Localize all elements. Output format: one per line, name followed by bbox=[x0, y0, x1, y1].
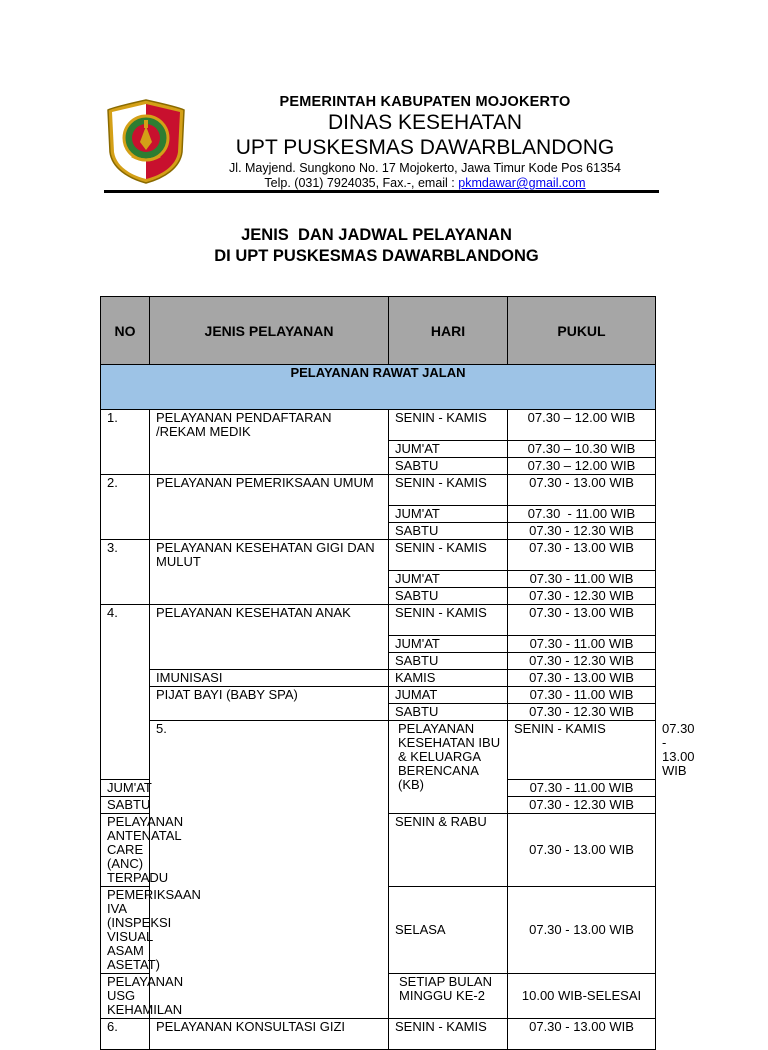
time-cell: 07.30 - 13.00 WIB bbox=[508, 1019, 656, 1050]
time-cell: 07.30 - 12.30 WIB bbox=[508, 523, 656, 540]
time-cell: 07.30 - 11.00 WIB bbox=[508, 687, 656, 704]
day-cell: SABTU bbox=[389, 653, 508, 670]
day-cell: SELASA bbox=[389, 887, 508, 974]
table-row bbox=[101, 605, 656, 636]
day-cell: JUM'AT bbox=[389, 636, 508, 653]
service-name: PEMERIKSAAN IVA (INSPEKSI VISUAL ASAM ASETAT) bbox=[101, 887, 150, 974]
header-hari: HARI bbox=[389, 297, 508, 365]
mojokerto-regency-crest-icon bbox=[106, 98, 186, 184]
time-cell: 07.30 - 12.30 WIB bbox=[508, 653, 656, 670]
time-cell: 07.30 - 11.00 WIB bbox=[508, 780, 656, 797]
service-name: PELAYANAN PENDAFTARAN /REKAM MEDIK bbox=[150, 410, 389, 475]
header-institution: UPT PUSKESMAS DAWARBLANDONG bbox=[235, 136, 615, 159]
time-cell: 07.30 - 12.30 WIB bbox=[508, 797, 656, 814]
table-header-row bbox=[101, 297, 656, 365]
email-link[interactable]: pkmdawar@gmail.com bbox=[458, 176, 586, 190]
time-cell: 07.30 - 13.00 WIB bbox=[508, 670, 656, 687]
service-name: PELAYANAN KESEHATAN ANAK bbox=[150, 605, 389, 670]
day-cell: SABTU bbox=[389, 588, 508, 605]
time-cell: 07.30 - 13.00 WIB bbox=[508, 475, 656, 506]
schedule-table bbox=[100, 296, 695, 1050]
service-name: PELAYANAN PEMERIKSAAN UMUM bbox=[150, 475, 389, 540]
letterhead bbox=[190, 94, 660, 190]
time-cell: 07.30 - 11.00 WIB bbox=[508, 636, 656, 653]
table-row bbox=[101, 670, 656, 687]
day-cell: SENIN - KAMIS bbox=[389, 540, 508, 571]
time-cell: 07.30 - 13.00 WIB bbox=[508, 605, 656, 636]
row-no: 1. bbox=[101, 410, 150, 475]
table-row bbox=[101, 687, 656, 704]
day-cell: SABTU bbox=[389, 458, 508, 475]
title-line-1: JENIS DAN JADWAL PELAYANAN bbox=[241, 226, 512, 244]
service-name: PELAYANAN KESEHATAN GIGI DAN MULUT bbox=[150, 540, 389, 605]
day-cell: SABTU bbox=[389, 523, 508, 540]
header-government: PEMERINTAH KABUPATEN MOJOKERTO bbox=[279, 94, 571, 110]
section-row bbox=[101, 365, 656, 410]
day-cell: JUM'AT bbox=[389, 506, 508, 523]
header-contact bbox=[190, 176, 660, 190]
header-address: Jl. Mayjend. Sungkono No. 17 Mojokerto, Jawa Timur Kode Pos 61354 bbox=[229, 161, 621, 175]
service-name: IMUNISASI bbox=[150, 670, 389, 687]
service-name: PIJAT BAYI (BABY SPA) bbox=[150, 687, 389, 721]
service-name: PELAYANAN KESEHATAN IBU & KELUARGA BERENCANA (KB) bbox=[389, 721, 508, 814]
day-cell: JUM'AT bbox=[389, 571, 508, 588]
service-name: PELAYANAN USG KEHAMILAN bbox=[101, 974, 150, 1019]
table-row bbox=[101, 410, 656, 441]
time-cell: 07.30 - 11.00 WIB bbox=[508, 506, 656, 523]
day-cell: SENIN - KAMIS bbox=[508, 721, 656, 780]
title-line-2: DI UPT PUSKESMAS DAWARBLANDONG bbox=[214, 247, 539, 265]
day-cell: SENIN & RABU bbox=[389, 814, 508, 887]
day-cell: SABTU bbox=[389, 704, 508, 721]
row-no: 3. bbox=[101, 540, 150, 605]
day-cell: SENIN - KAMIS bbox=[389, 1019, 508, 1050]
header-no: NO bbox=[101, 297, 150, 365]
time-cell: 07.30 - 11.00 WIB bbox=[508, 571, 656, 588]
time-cell: 07.30 - 12.30 WIB bbox=[508, 704, 656, 721]
contact-prefix: Telp. (031) 7924035, Fax.-, email : bbox=[264, 176, 459, 190]
service-name: PELAYANAN KONSULTASI GIZI bbox=[150, 1019, 389, 1050]
table-row bbox=[101, 1019, 656, 1050]
time-cell: 07.30 - 13.00 WIB bbox=[508, 540, 656, 571]
service-name: PELAYANAN ANTENATAL CARE (ANC) TERPADU bbox=[101, 814, 150, 887]
time-cell: 07.30 - 13.00 WIB bbox=[508, 814, 656, 887]
time-cell: 10.00 WIB-SELESAI bbox=[508, 974, 656, 1019]
time-cell: 07.30 – 12.00 WIB bbox=[508, 410, 656, 441]
table-row bbox=[101, 540, 656, 571]
day-cell: SENIN - KAMIS bbox=[389, 410, 508, 441]
header-jenis: JENIS PELAYANAN bbox=[150, 297, 389, 365]
day-cell: SABTU bbox=[101, 797, 150, 814]
time-cell: 07.30 – 12.00 WIB bbox=[508, 458, 656, 475]
table-row bbox=[101, 475, 656, 506]
day-cell: KAMIS bbox=[389, 670, 508, 687]
row-no: 5. bbox=[150, 721, 389, 1019]
table-row: 5. PELAYANAN KESEHATAN IBU & KELUARGA BERENCANA (KB) SENIN - KAMIS 07.30 - 13.00 WIB bbox=[101, 721, 656, 780]
row-no: 4. bbox=[101, 605, 150, 780]
day-cell: JUM'AT bbox=[101, 780, 150, 797]
time-cell: 07.30 - 13.00 WIB bbox=[508, 887, 656, 974]
row-no: 6. bbox=[101, 1019, 150, 1050]
letterhead-rule bbox=[104, 190, 659, 193]
row-no: 2. bbox=[101, 475, 150, 540]
section-title: PELAYANAN RAWAT JALAN bbox=[101, 365, 656, 410]
day-cell: JUMAT bbox=[389, 687, 508, 704]
day-cell: SENIN - KAMIS bbox=[389, 475, 508, 506]
header-pukul: PUKUL bbox=[508, 297, 656, 365]
time-cell: 07.30 – 10.30 WIB bbox=[508, 441, 656, 458]
time-cell: 07.30 - 12.30 WIB bbox=[508, 588, 656, 605]
day-cell: JUM'AT bbox=[389, 441, 508, 458]
document-title bbox=[104, 225, 649, 267]
header-agency: DINAS KESEHATAN bbox=[327, 111, 523, 134]
day-cell: SENIN - KAMIS bbox=[389, 605, 508, 636]
day-cell: SETIAP BULAN MINGGU KE-2 bbox=[389, 974, 508, 1019]
